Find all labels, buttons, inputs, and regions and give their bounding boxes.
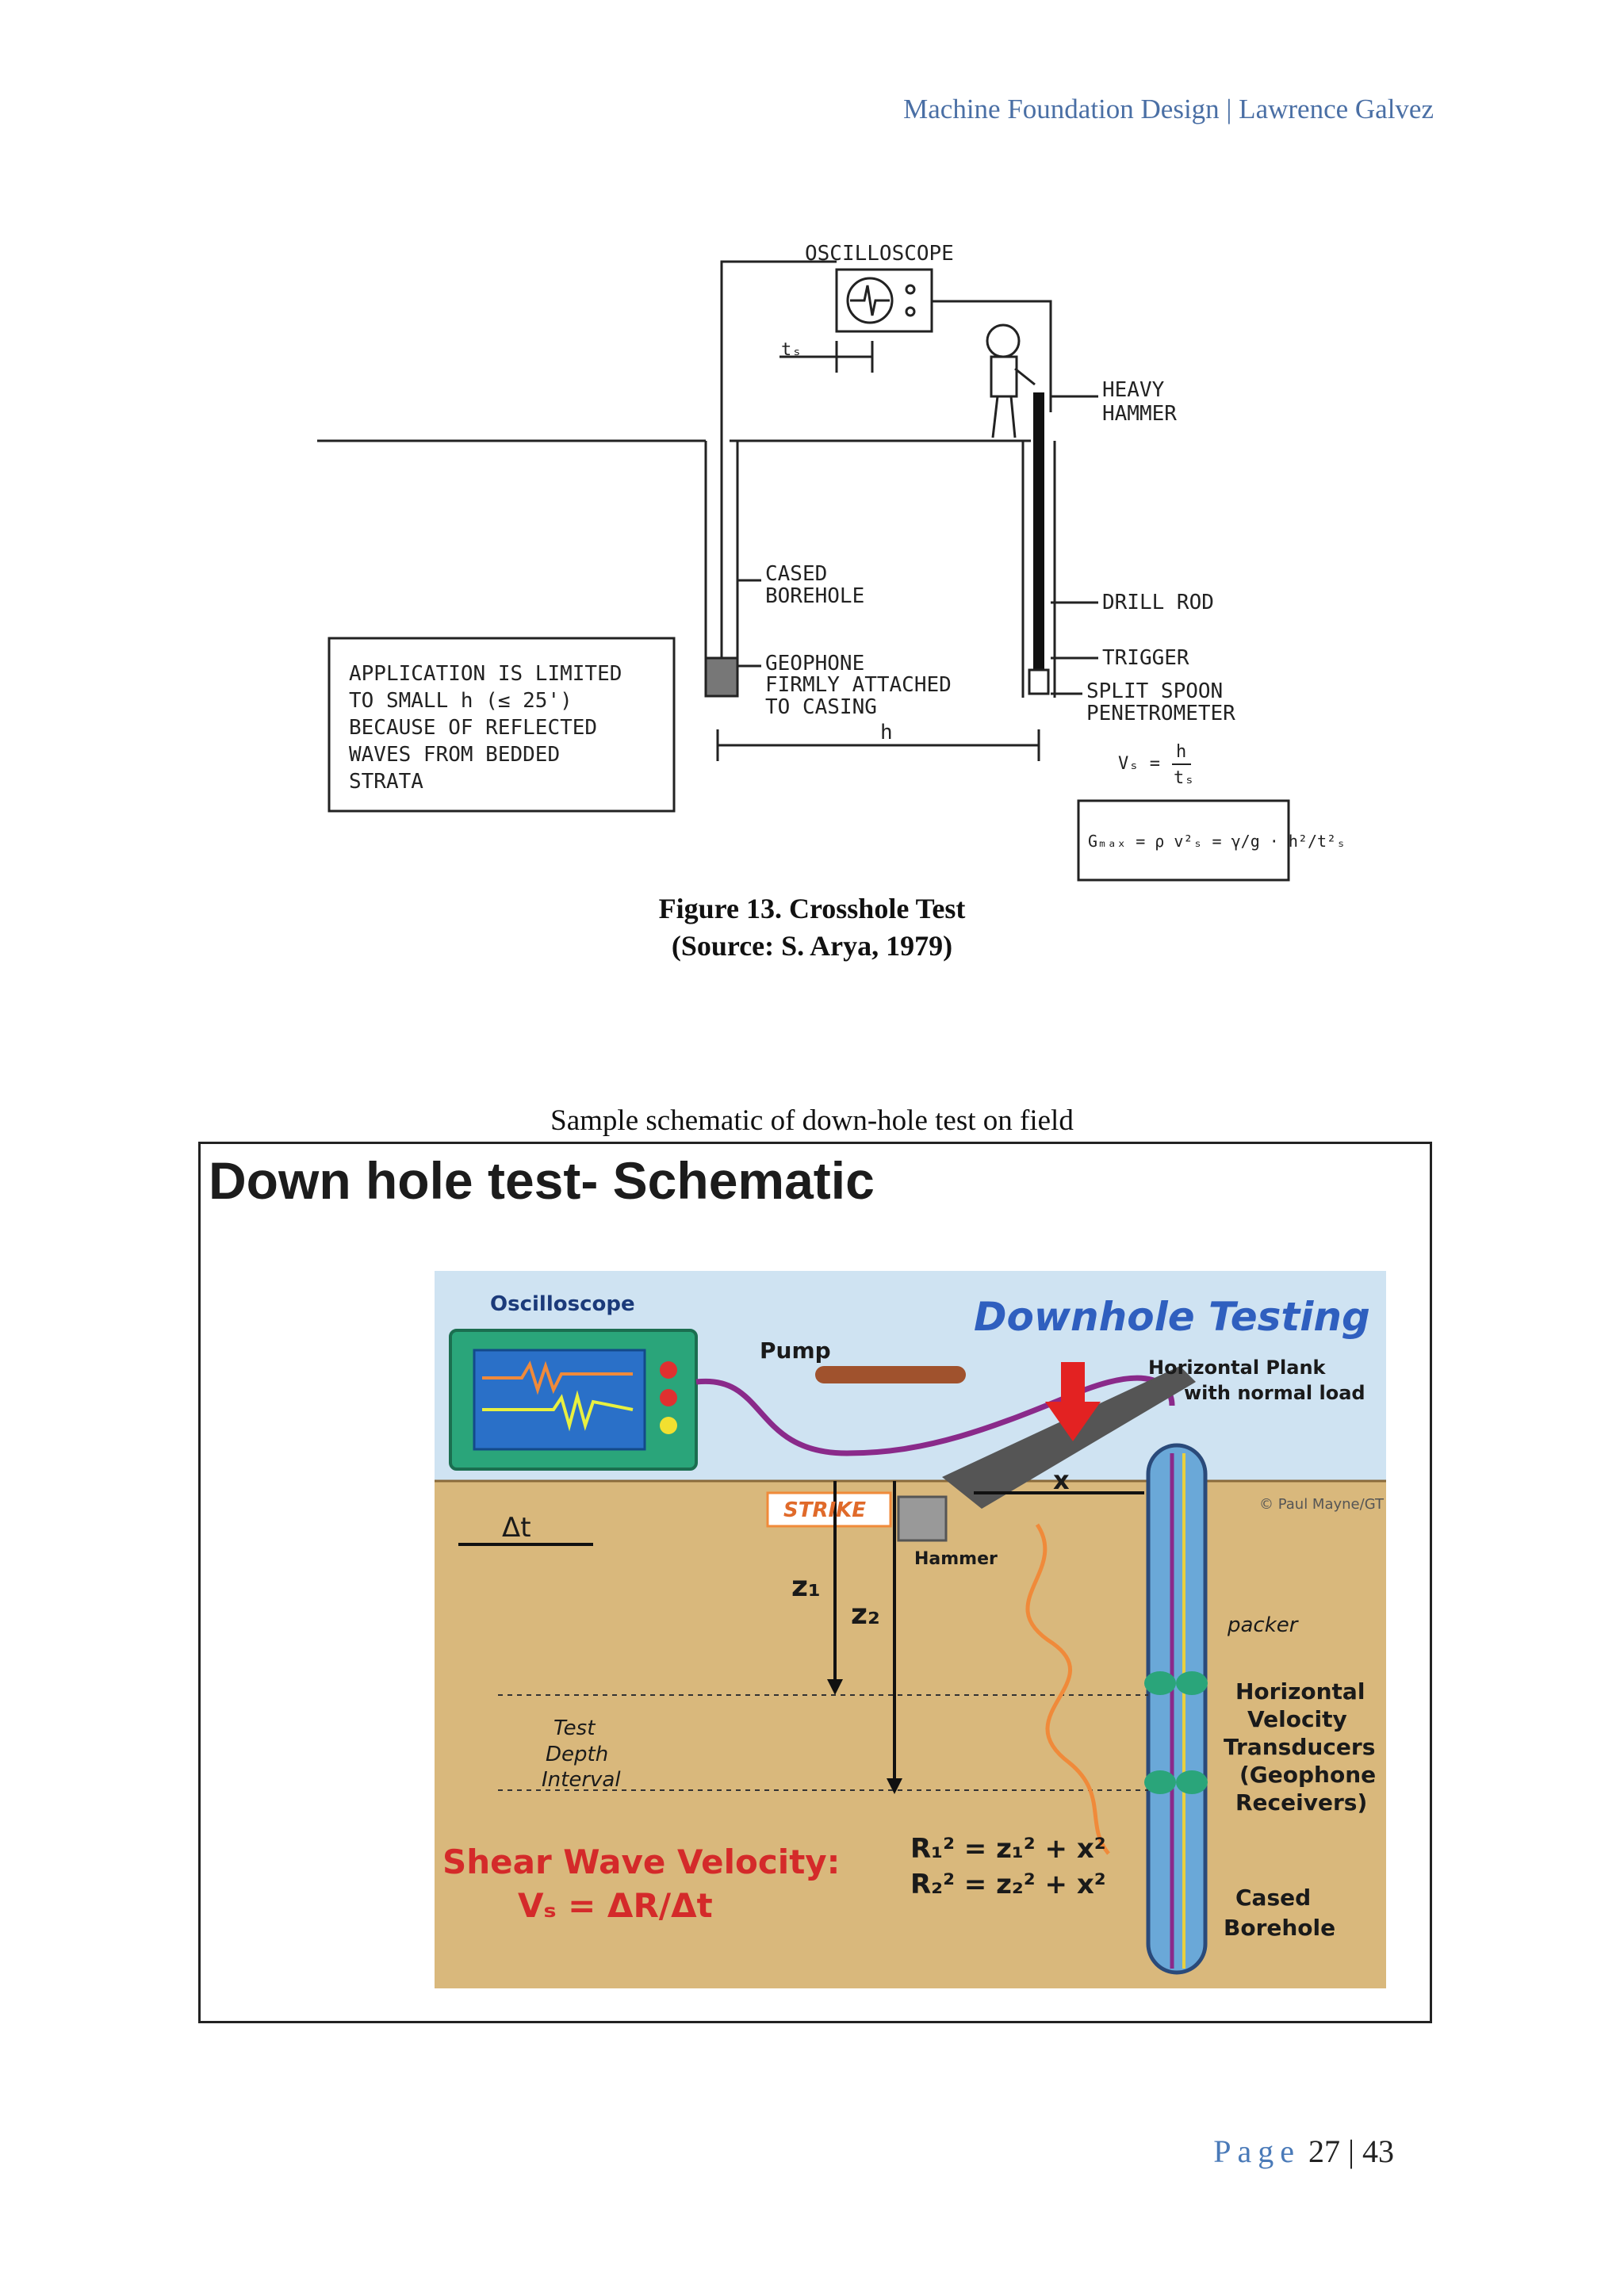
label-drill-rod: DRILL ROD xyxy=(1102,591,1214,614)
label-vs: Vₛ = xyxy=(1118,754,1160,774)
hammer-block xyxy=(898,1497,946,1540)
label-z1: z₁ xyxy=(791,1571,821,1603)
label-delta-t: Δt xyxy=(502,1512,531,1544)
label-transducers-2: Velocity xyxy=(1247,1706,1347,1732)
osc-knob-yellow xyxy=(660,1417,677,1434)
footer-page-word: Page xyxy=(1213,2133,1300,2169)
drill-rod xyxy=(1033,392,1044,690)
cased-borehole xyxy=(1148,1445,1205,1973)
label-trigger: TRIGGER xyxy=(1102,646,1189,670)
label-pump: Pump xyxy=(760,1337,831,1364)
label-geophone: GEOPHONE xyxy=(765,652,865,675)
label-h: h xyxy=(880,721,893,744)
label-ts: tₛ xyxy=(781,340,802,360)
pump-hose xyxy=(815,1366,966,1383)
crosshole-test-figure xyxy=(317,238,1346,888)
receiver-2 xyxy=(1144,1770,1176,1794)
oscilloscope-knob-top xyxy=(906,285,914,293)
label-packer: packer xyxy=(1228,1613,1298,1637)
label-test-3: Interval xyxy=(542,1768,621,1792)
label-oscilloscope: OSCILLOSCOPE xyxy=(805,242,954,266)
label-plank-2: with normal load xyxy=(1184,1382,1365,1404)
figure-caption-title: Figure 13. Crosshole Test xyxy=(658,893,966,924)
label-test-1: Test xyxy=(553,1716,596,1740)
label-oscilloscope: Oscilloscope xyxy=(490,1292,635,1316)
label-cased: CASED xyxy=(765,562,828,586)
receiver-1 xyxy=(1144,1671,1176,1695)
geophone-block xyxy=(706,658,737,696)
label-firmly: FIRMLY ATTACHED xyxy=(765,673,952,697)
label-transducers-4: (Geophone xyxy=(1239,1762,1377,1788)
label-transducers-5: Receivers) xyxy=(1235,1789,1368,1816)
label-cased-1: Cased xyxy=(1235,1885,1312,1911)
application-line-4: WAVES FROM BEDDED xyxy=(349,743,561,767)
oscilloscope-trace xyxy=(850,285,890,316)
label-vs-num: h xyxy=(1176,742,1187,762)
label-downhole-testing: Downhole Testing xyxy=(974,1294,1370,1340)
running-header: Machine Foundation Design | Lawrence Galvez xyxy=(903,94,1434,124)
label-to-casing: TO CASING xyxy=(765,695,877,719)
osc-knob-red-2 xyxy=(660,1389,677,1406)
label-penetrometer: PENETROMETER xyxy=(1086,702,1235,725)
label-hammer: HAMMER xyxy=(1102,402,1177,426)
label-z2: z₂ xyxy=(851,1598,880,1631)
label-copyright: © Paul Mayne/GT xyxy=(1259,1496,1384,1513)
application-line-2: TO SMALL h (≤ 25') xyxy=(349,689,573,713)
label-shear-2: Vₛ = ΔR/Δt xyxy=(518,1886,713,1925)
label-borehole: BOREHOLE xyxy=(765,584,865,608)
downhole-testing-illustration xyxy=(435,1271,1386,1988)
label-shear-1: Shear Wave Velocity: xyxy=(442,1843,841,1881)
sample-caption: Sample schematic of down-hole test on field xyxy=(550,1104,1074,1137)
footer-page-number: 27 | 43 xyxy=(1308,2133,1394,2169)
label-transducers-3: Transducers xyxy=(1224,1734,1376,1760)
split-spoon xyxy=(1029,670,1048,694)
label-hammer: Hammer xyxy=(914,1549,998,1569)
label-plank-1: Horizontal Plank xyxy=(1148,1357,1326,1379)
label-x: x xyxy=(1053,1465,1070,1495)
label-heavy: HEAVY xyxy=(1102,378,1165,402)
downhole-schematic-frame xyxy=(198,1142,1432,2023)
page-footer xyxy=(1213,2133,1394,2170)
person-with-hammer xyxy=(987,325,1035,438)
label-split-spoon: SPLIT SPOON xyxy=(1086,679,1224,703)
label-strike: STRIKE xyxy=(783,1498,867,1522)
oscilloscope-knob-bottom xyxy=(906,308,914,316)
label-cased-2: Borehole xyxy=(1224,1915,1336,1941)
application-line-1: APPLICATION IS LIMITED xyxy=(349,662,622,686)
label-transducers-1: Horizontal xyxy=(1235,1678,1365,1705)
geophone-cable xyxy=(722,262,837,682)
label-gmax: Gₘₐₓ = ρ v²ₛ = γ/g · h²/t²ₛ xyxy=(1088,832,1346,851)
application-line-5: STRATA xyxy=(349,770,423,794)
label-test-2: Depth xyxy=(546,1743,609,1766)
figure-caption-source: (Source: S. Arya, 1979) xyxy=(671,930,953,962)
label-eq-2: R₂² = z₂² + x² xyxy=(910,1869,1106,1900)
label-eq-1: R₁² = z₁² + x² xyxy=(910,1833,1106,1865)
downhole-schematic-title: Down hole test- Schematic xyxy=(209,1151,875,1210)
osc-knob-red-1 xyxy=(660,1361,677,1379)
application-line-3: BECAUSE OF REFLECTED xyxy=(349,716,598,740)
label-vs-den: tₛ xyxy=(1174,768,1195,788)
